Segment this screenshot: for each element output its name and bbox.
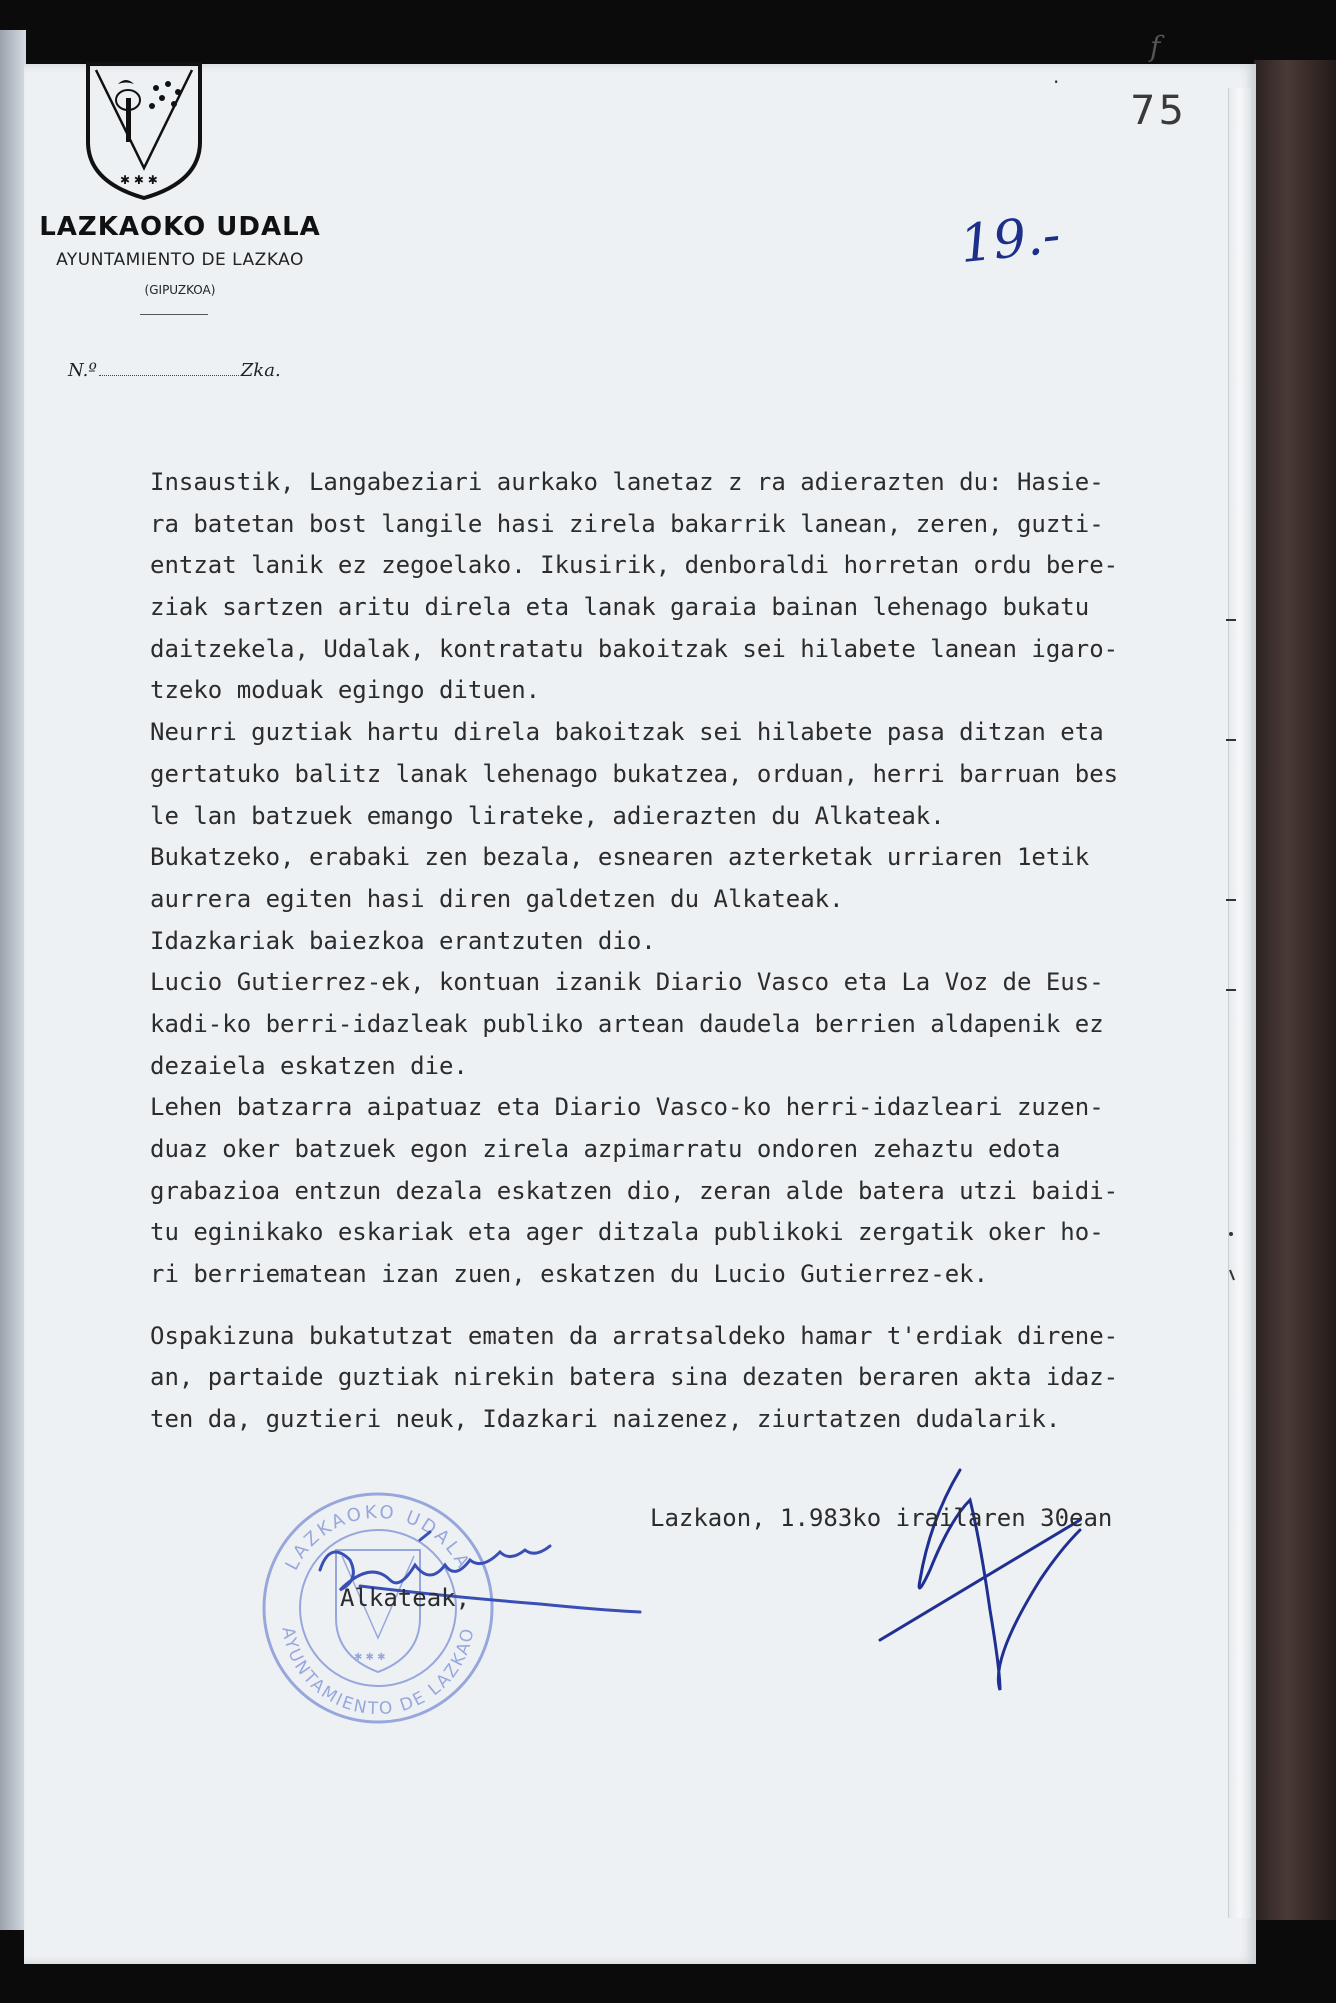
body-line: ra batetan bost langile hasi zirela bakarrik lanean, zeren, guzti-	[150, 509, 1104, 538]
body-line: Lucio Gutierrez-ek, kontuan izanik Diario Vasco eta La Voz de Eus-	[150, 968, 1104, 997]
reference-suffix: Zka.	[240, 360, 281, 381]
organization-subtitle: AYUNTAMIENTO DE LAZKAO	[56, 250, 304, 270]
body-line: an, partaide guztiak nirekin batera sina dezaten beraren akta idaz-	[150, 1363, 1119, 1392]
body-line: le lan batzuek emango lirateke, adierazten du Alkateak.	[150, 801, 945, 830]
body-line: tzeko moduak egingo dituen.	[150, 676, 541, 705]
body-line: grabazioa entzun dezala eskatzen dio, zeran alde batera utzi baidi-	[150, 1176, 1119, 1205]
body-line: ten da, guztieri neuk, Idazkari naizenez, ziurtatzen dudalarik.	[150, 1405, 1061, 1434]
reference-number-line	[68, 360, 281, 381]
body-line: Idazkariak baiezkoa erantzuten dio.	[150, 926, 656, 955]
margin-dot: ·	[1053, 70, 1060, 94]
body-line: Neurri guztiak hartu direla bakoitzak sei hilabete pasa ditzan eta	[150, 718, 1104, 747]
page-number: 75	[1130, 88, 1187, 134]
corner-mark: f	[1150, 30, 1161, 63]
svg-text:✱ ✱ ✱: ✱ ✱ ✱	[354, 1652, 386, 1663]
body-line: entzat lanik ez zegoelako. Ikusirik, denboraldi horretan ordu bere-	[150, 551, 1119, 580]
body-line: gertatuko balitz lanak lehenago bukatzea, orduan, herri barruan bes	[150, 759, 1119, 788]
body-line: ri berriematean izan zuen, eskatzen du Lucio Gutierrez-ek.	[150, 1260, 989, 1289]
header-divider	[140, 314, 208, 315]
mayor-label: Alkateak,	[340, 1584, 471, 1612]
organization-region: (GIPUZKOA)	[144, 283, 216, 297]
body-line: kadi-ko berri-idazleak publiko artean daudela berrien aldapenik ez	[150, 1009, 1104, 1038]
organization-name: LAZKAOKO UDALA	[39, 212, 321, 242]
reference-dots	[99, 375, 239, 376]
body-line: daitzekela, Udalak, kontratatu bakoitzak sei hilabete lanean igaro-	[150, 634, 1119, 663]
body-line: aurrera egiten hasi diren galdetzen du Alkateak.	[150, 884, 844, 913]
reference-prefix: N.º	[68, 360, 97, 381]
body-line: dezaiela eskatzen die.	[150, 1051, 468, 1080]
body-line: Insaustik, Langabeziari aurkako lanetaz z ra adierazten du: Hasie-	[150, 468, 1104, 496]
svg-text:✱ ✱ ✱: ✱ ✱ ✱	[120, 173, 158, 187]
body-line: duaz oker batzuek egon zirela azpimarratu ondoren zehaztu edota	[150, 1135, 1061, 1163]
body-line: ziak sartzen aritu direla eta lanak garaia bainan lehenago bukatu	[150, 593, 1090, 622]
coat-of-arms-icon	[82, 58, 206, 202]
place-date: Lazkaon, 1.983ko irailaren 30ean	[650, 1504, 1113, 1532]
body-line: Lehen batzarra aipatuaz eta Diario Vasco-ko herri-idazleari zuzen-	[150, 1093, 1104, 1122]
body-line: Bukatzeko, erabaki zen bezala, esnearen azterketak urriaren 1etik	[150, 843, 1090, 872]
body-line: tu eginikako eskariak eta ager ditzala publikoki zergatik oker ho-	[150, 1218, 1104, 1247]
book-binding	[1254, 60, 1336, 1920]
stamp-bottom-text: AYUNTAMIENTO DE LAZKAO	[277, 1625, 479, 1720]
margin-ticks	[1222, 600, 1242, 1300]
stamp-top-text: LAZKAOKO UDALA	[281, 1501, 475, 1574]
minutes-body	[150, 462, 1230, 1441]
adjacent-page-edge	[0, 30, 26, 1930]
handwritten-number: 19.-	[957, 204, 1064, 276]
body-line: Ospakizuna bukatutzat ematen da arratsaldeko hamar t'erdiak direne-	[150, 1321, 1119, 1350]
